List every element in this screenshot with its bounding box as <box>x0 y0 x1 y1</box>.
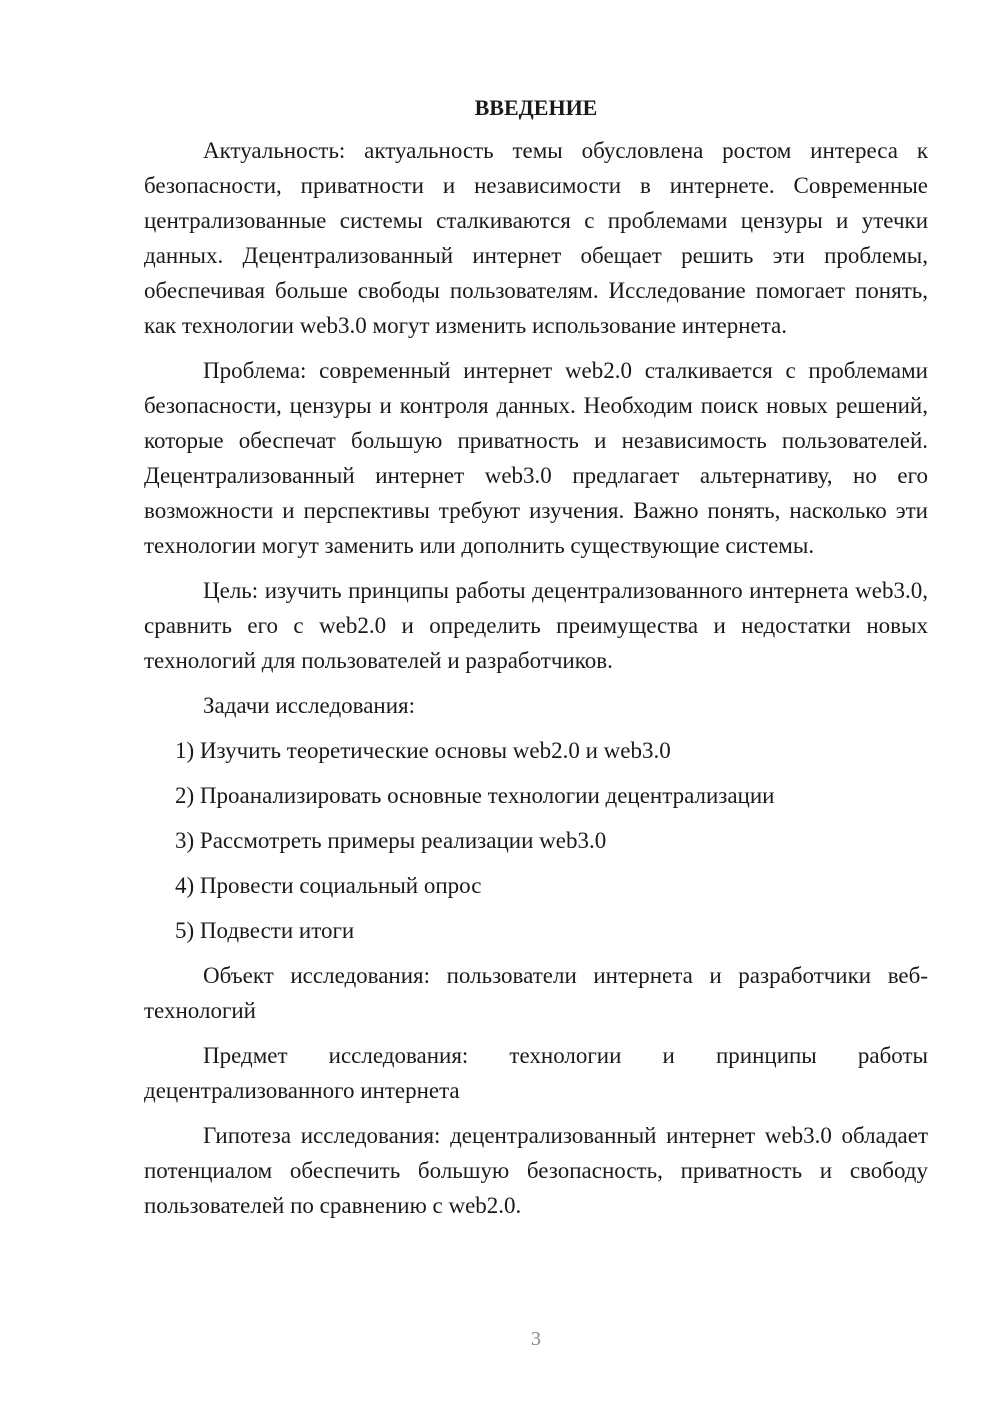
task-item-2: 2) Проанализировать основные технологии децентрализации <box>175 783 775 808</box>
paragraph-goal: Цель: изучить принципы работы децентрализованного интернета web3.0, сравнить его с web2.0 и определить преимущества и недостатки новых технологий для пользователей и разработчиков. <box>144 578 928 673</box>
paragraph-subject: Предмет исследования: технологии и принципы работы децентрализованного интернета <box>144 1043 928 1103</box>
tasks-title: Задачи исследования: <box>203 693 416 718</box>
task-item-1: 1) Изучить теоретические основы web2.0 и web3.0 <box>175 738 671 763</box>
paragraph-hypothesis: Гипотеза исследования: децентрализованный интернет web3.0 обладает потенциалом обеспечить большую безопасность, приватность и свободу пользователей по сравнению с web2.0. <box>144 1123 928 1218</box>
task-item-4: 4) Провести социальный опрос <box>175 873 482 898</box>
paragraph-problem: Проблема: современный интернет web2.0 сталкивается с проблемами безопасности, цензуры и контроля данных. Необходим поиск новых решений, которые обеспечат большую приватность и независимость пользователей. Децентрализованный интернет web3.0 предлагает альтернативу, но его возможности и перспективы требуют изучения. Важно понять, насколько эти технологии могут заменить или дополнить существующие системы. <box>144 358 928 558</box>
paragraph-object: Объект исследования: пользователи интернета и разработчики веб-технологий <box>144 963 928 1023</box>
task-item-3: 3) Рассмотреть примеры реализации web3.0 <box>175 828 607 853</box>
task-item-5: 5) Подвести итоги <box>175 918 355 943</box>
paragraph-relevance: Актуальность: актуальность темы обусловлена ростом интереса к безопасности, приватности и независимости в интернете. Современные централизованные системы сталкиваются с проблемами цензуры и утечки данных. Децентрализованный интернет обещает решить эти проблемы, обеспечивая больше свободы пользователям. Исследование помогает понять, как технологии web3.0 могут изменить использование интернета. <box>144 138 928 338</box>
page-number: 3 <box>531 1328 541 1350</box>
task-list <box>144 733 928 948</box>
document-body <box>144 90 928 1233</box>
section-heading: ВВЕДЕНИЕ <box>474 95 598 120</box>
